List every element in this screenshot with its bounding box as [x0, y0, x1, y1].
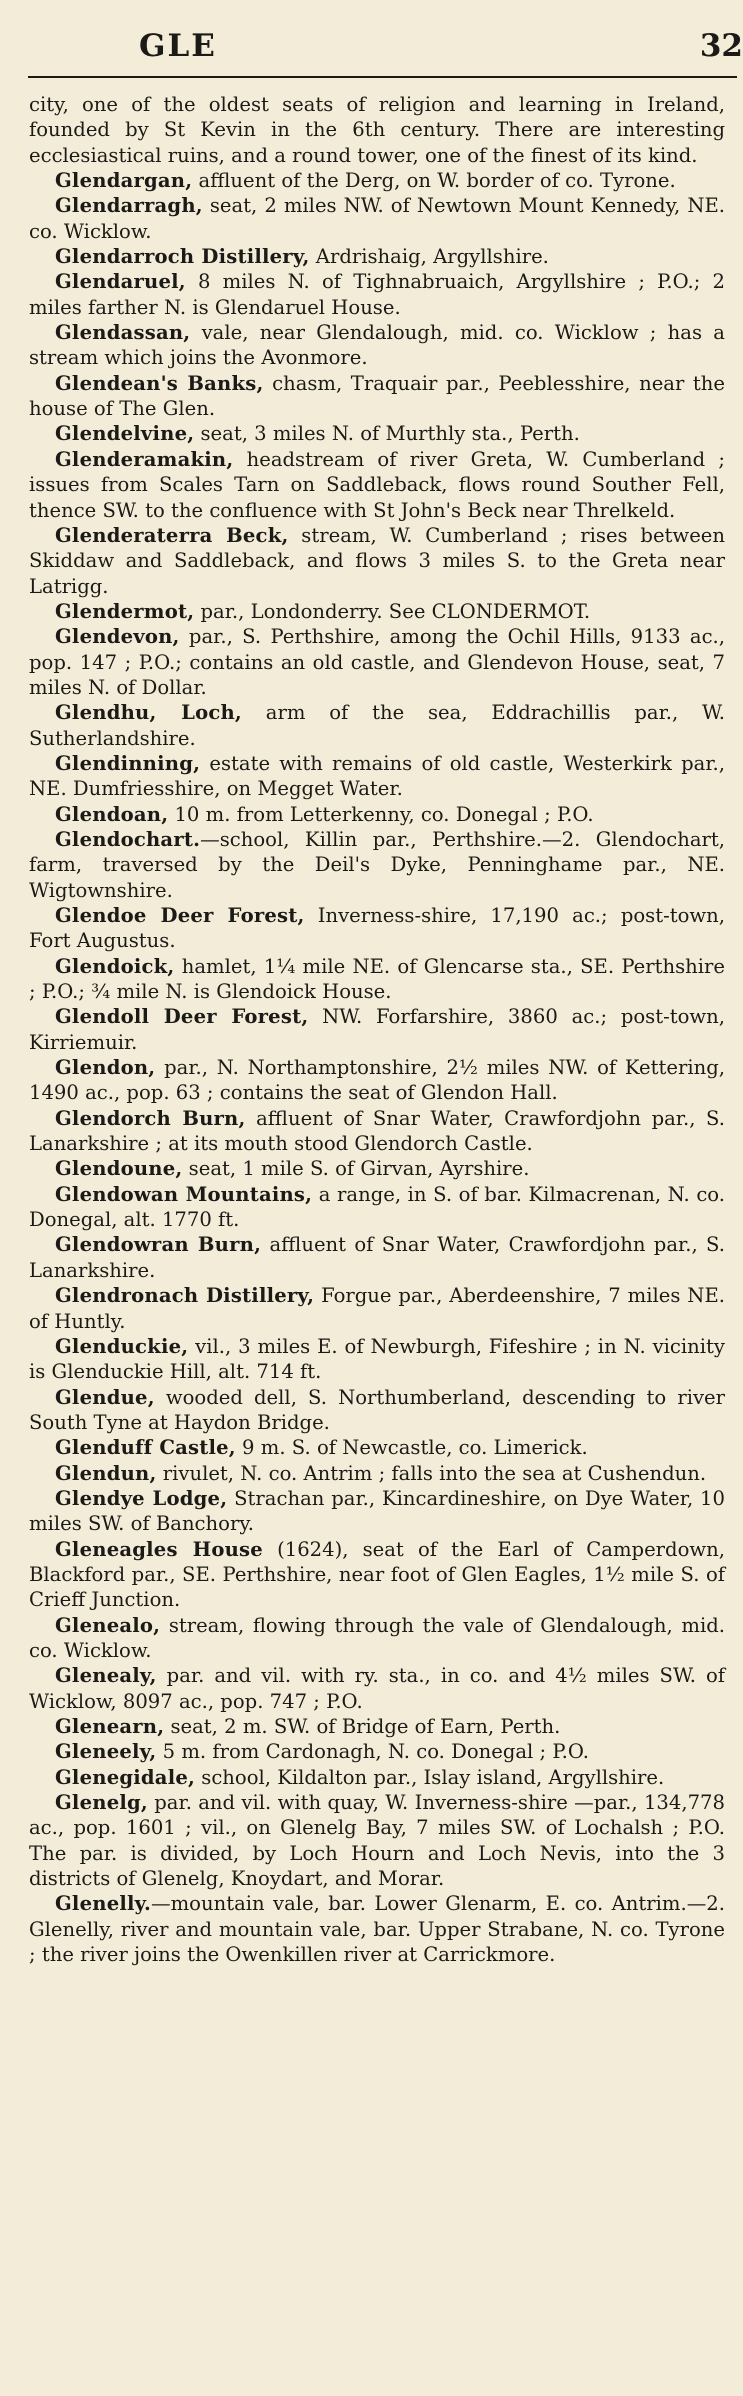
entry-text: —mountain vale, bar. Lower Glenarm, E. co. Antrim.—2. Glenelly, river and mountain vale, bar. Upper Strabane, N. co. Tyrone ; the river joins the Owenkillen river at Carrickmore. — [29, 1892, 725, 1967]
entry-text: 9 m. S. of Newcastle, co. Limerick. — [235, 1436, 588, 1460]
entry-headword: Glendinning, — [55, 751, 201, 775]
gazetteer-entry — [29, 193, 725, 244]
running-header — [29, 28, 743, 72]
entry-headword: Glendarragh, — [55, 194, 203, 218]
gazetteer-entry — [29, 371, 725, 422]
gazetteer-entry — [29, 1435, 725, 1460]
gazetteer-entry — [29, 1486, 725, 1537]
entry-headword: Glendoll Deer Forest, — [55, 1005, 309, 1029]
gazetteer-entry — [29, 1156, 725, 1181]
entry-headword: Glendaruel, — [55, 270, 186, 294]
entry-text: a range, in S. of bar. Kilmacrenan, N. co. Donegal, alt. 1770 ft. — [29, 1182, 725, 1232]
entry-text: stream, flowing through the vale of Glendalough, mid. co. Wicklow. — [29, 1613, 725, 1662]
entry-headword: Glendoick, — [55, 954, 175, 978]
entry-headword: Glendarroch Distillery, — [55, 245, 310, 269]
entry-text: chasm, Traquair par., Peeblesshire, near the house of The Glen. — [29, 371, 725, 421]
entry-text: headstream of river Greta, W. Cumberland ; issues from Scales Tarn on Saddleback, flows round Souther Fell, thence SW. to the confluence with St John's Beck near Threlkeld. — [29, 447, 725, 522]
gazetteer-entry — [29, 1004, 725, 1055]
entry-text: 8 miles N. of Tighnabruaich, Argyllshire ; P.O.; 2 miles farther N. is Glendaruel House. — [29, 270, 725, 319]
gazetteer-entry — [29, 1663, 725, 1714]
gazetteer-entry — [29, 599, 725, 624]
gazetteer-entry — [29, 1283, 725, 1334]
entry-headword: Glendevon, — [55, 625, 180, 649]
entry-text: estate with remains of old castle, Westerkirk par., NE. Dumfriesshire, on Megget Water. — [29, 751, 725, 801]
entry-text: par., N. Northamptonshire, 2½ miles NW. of Kettering, 1490 ac., pop. 63 ; contains the seat of Glendon Hall. — [29, 1056, 725, 1105]
entry-text: par. and vil. with ry. sta., in co. and 4½ miles SW. of Wicklow, 8097 ac., pop. 747 ; P.O. — [29, 1664, 725, 1713]
entry-headword: Glenealo, — [55, 1613, 161, 1637]
gazetteer-entry — [29, 1765, 725, 1790]
gazetteer-entry — [29, 751, 725, 802]
gazetteer-entry — [29, 269, 725, 320]
gazetteer-entry — [29, 954, 725, 1005]
entry-headword: Glendon, — [55, 1056, 156, 1080]
header-word: GLE — [139, 28, 217, 64]
entry-headword: Glendoune, — [55, 1157, 183, 1181]
gazetteer-entry — [29, 1106, 725, 1157]
entry-text: NW. Forfarshire, 3860 ac.; post-town, Kirriemuir. — [29, 1005, 726, 1054]
entry-headword: Glendargan, — [55, 169, 193, 193]
header-rule — [28, 76, 737, 78]
entry-headword: Glendassan, — [55, 321, 191, 345]
entry-text: seat, 3 miles N. of Murthly sta., Perth. — [194, 422, 580, 446]
entry-headword: Glendowan Mountains, — [55, 1182, 313, 1206]
gazetteer-entry — [29, 1334, 725, 1385]
entry-headword: Glendorch Burn, — [55, 1106, 246, 1130]
entry-text: city, one of the oldest seats of religion and learning in Ireland, founded by St Kevin in the 6th century. There are interesting ecclesiastical ruins, and a round tower, one of the finest of its kind. — [29, 93, 725, 167]
gazetteer-entry — [29, 1714, 725, 1739]
gazetteer-entry — [29, 1613, 725, 1664]
entry-headword: Glendue, — [55, 1385, 155, 1409]
gazetteer-entry — [29, 421, 725, 446]
gazetteer-entry — [29, 1232, 725, 1283]
entry-headword: Glenderamakin, — [55, 447, 234, 471]
entry-headword: Glendelvine, — [55, 422, 195, 446]
entry-text: Ardrishaig, Argyllshire. — [309, 245, 549, 269]
gazetteer-entry — [29, 827, 725, 903]
entry-headword: Glendowran Burn, — [55, 1233, 262, 1257]
entry-text: wooded dell, S. Northumberland, descending to river South Tyne at Haydon Bridge. — [29, 1385, 725, 1434]
entry-text: affluent of Snar Water, Crawfordjohn par., S. Lanarkshire. — [29, 1233, 725, 1282]
entry-text: Forgue par., Aberdeenshire, 7 miles NE. of Huntly. — [29, 1284, 725, 1333]
entry-headword: Glendronach Distillery, — [55, 1284, 315, 1308]
entry-text: 5 m. from Cardonagh, N. co. Donegal ; P.O. — [156, 1740, 589, 1764]
entry-headword: Glendochart. — [55, 827, 201, 851]
gazetteer-entry — [29, 624, 725, 700]
entry-text: seat, 2 miles NW. of Newtown Mount Kennedy, NE. co. Wicklow. — [29, 194, 725, 243]
entry-text: (1624), seat of the Earl of Camperdown, Blackford par., SE. Perthshire, near foot of Glen Eagles, 1½ mile S. of Crieff Junction. — [29, 1537, 725, 1612]
gazetteer-entry — [29, 1385, 725, 1436]
entry-headword: Glenderaterra Beck, — [55, 523, 289, 547]
gazetteer-entry — [29, 700, 725, 751]
gazetteer-entry — [29, 1790, 725, 1891]
entry-headword: Glenegidale, — [55, 1765, 196, 1789]
entry-text: Strachan par., Kincardineshire, on Dye Water, 10 miles SW. of Banchory. — [29, 1486, 725, 1536]
entry-headword: Gleneely, — [55, 1740, 157, 1764]
entry-text: vale, near Glendalough, mid. co. Wicklow ; has a stream which joins the Avonmore. — [29, 321, 725, 370]
entry-headword: Glendermot, — [55, 599, 195, 623]
entry-text: par., S. Perthshire, among the Ochil Hills, 9133 ac., pop. 147 ; P.O.; contains an old castle, and Glendevon House, seat, 7 miles N. of Dollar. — [29, 625, 725, 699]
gazetteer-entry — [29, 92, 725, 168]
entry-headword: Glendun, — [55, 1461, 157, 1485]
entry-text: vil., 3 miles E. of Newburgh, Fifeshire ; in N. vicinity is Glenduckie Hill, alt. 714 ft. — [29, 1334, 725, 1384]
entry-headword: Glenealy, — [55, 1664, 157, 1688]
entry-text: arm of the sea, Eddrachillis par., W. Sutherlandshire. — [29, 701, 725, 750]
gazetteer-entry — [29, 802, 725, 827]
entry-text: hamlet, 1¼ mile NE. of Glencarse sta., SE. Perthshire ; P.O.; ¾ mile N. is Glendoick House. — [29, 954, 725, 1004]
entry-text: rivulet, N. co. Antrim ; falls into the sea at Cushendun. — [156, 1461, 707, 1485]
entry-headword: Glenduff Castle, — [55, 1436, 236, 1460]
entry-text: 10 m. from Letterkenny, co. Donegal ; P.O. — [168, 802, 594, 826]
entry-text: school, Kildalton par., Islay island, Argyllshire. — [195, 1765, 665, 1789]
gazetteer-entry — [29, 1182, 725, 1233]
entry-text: par. and vil. with quay, W. Inverness-shire —par., 134,778 ac., pop. 1601 ; vil., on Glenelg Bay, 7 miles SW. of Lochalsh ; P.O. The par. is divided, by Loch Hourn and Loch Nevis, into the 3 districts of Glenelg, Knoydart, and Morar. — [29, 1791, 725, 1891]
gazetteer-entry — [29, 1055, 725, 1106]
entry-headword: Glendye Lodge, — [55, 1486, 228, 1510]
page-number: 32 — [699, 28, 743, 64]
entry-text: affluent of Snar Water, Crawfordjohn par., S. Lanarkshire ; at its mouth stood Glendorch Castle. — [29, 1106, 725, 1156]
entry-headword: Glendoe Deer Forest, — [55, 904, 305, 927]
gazetteer-entry — [29, 903, 725, 954]
entry-headword: Glenearn, — [55, 1715, 165, 1738]
gazetteer-entry — [29, 1537, 725, 1613]
gazetteer-entry — [29, 447, 725, 523]
entry-headword: Glenelg, — [55, 1791, 148, 1815]
entry-headword: Glendoan, — [55, 802, 169, 826]
gazetteer-entry — [29, 168, 725, 193]
gazetteer-entry — [29, 1891, 725, 1967]
entry-headword: Glendhu, Loch, — [55, 701, 242, 725]
entry-text: par., Londonderry. See CLONDERMOT. — [194, 599, 591, 623]
gazetteer-entry — [29, 320, 725, 371]
gazetteer-entries — [29, 92, 725, 1967]
gazetteer-entry — [29, 1739, 725, 1764]
entry-headword: Glenduckie, — [55, 1334, 189, 1358]
entry-text: seat, 2 m. SW. of Bridge of Earn, Perth. — [164, 1715, 561, 1738]
entry-text: stream, W. Cumberland ; rises between Skiddaw and Saddleback, and flows 3 miles S. to the Greta near Latrigg. — [29, 523, 725, 598]
gazetteer-entry — [29, 523, 725, 599]
entry-headword: Gleneagles House — [55, 1537, 263, 1561]
gazetteer-entry — [29, 1461, 725, 1486]
entry-text: Inverness-shire, 17,190 ac.; post-town, Fort Augustus. — [29, 904, 725, 953]
entry-text: seat, 1 mile S. of Girvan, Ayrshire. — [182, 1157, 530, 1181]
entry-text: —school, Killin par., Perthshire.—2. Glendochart, farm, traversed by the Deil's Dyke, Penninghame par., NE. Wigtownshire. — [29, 827, 725, 902]
entry-headword: Glendean's Banks, — [55, 371, 264, 395]
entry-headword: Glenelly. — [55, 1892, 151, 1916]
entry-text: affluent of the Derg, on W. border of co. Tyrone. — [192, 169, 676, 193]
gazetteer-entry — [29, 244, 725, 269]
